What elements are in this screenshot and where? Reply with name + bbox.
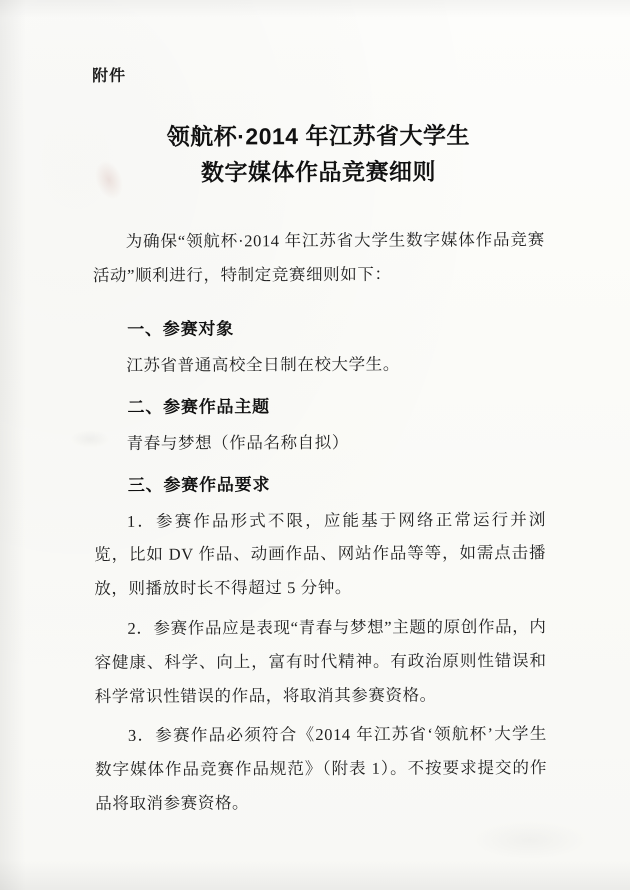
- page-title-line-2: 数字媒体作品竞赛细则: [200, 158, 437, 186]
- document-body: [92, 61, 547, 827]
- section-1-paragraph-1: 江苏省普通高校全日制在校大学生。: [126, 354, 400, 375]
- section-heading-3: 三、参赛作品要求: [127, 474, 271, 495]
- attachment-label: 附件: [92, 67, 127, 85]
- scan-artifact-shadow: [470, 820, 590, 860]
- section-3-paragraph-1: 1．参赛作品形式不限，应能基于网络正常运行并浏览，比如 DV 作品、动画作品、网站作品等等，如需点击播放，则播放时长不得超过 5 分钟。: [94, 509, 547, 599]
- page-top-shadow: [0, 0, 630, 18]
- section-2-paragraph-1: 青春与梦想（作品名称自拟）: [126, 432, 350, 453]
- page-bottom-shadow: [0, 860, 630, 890]
- page-left-shadow: [0, 0, 26, 890]
- section-heading-2: 二、参赛作品主题: [127, 396, 270, 417]
- section-3-paragraph-3: 3．参赛作品必须符合《2014 年江苏省‘领航杯’大学生数字媒体作品竞赛作品规范》（附表 1）。不按要求提交的作品将取消参赛资格。: [95, 724, 548, 814]
- intro-paragraph: 为确保“领航杯·2014 年江苏省大学生数字媒体作品竞赛活动”顺利进行，特制定竞赛细则如下：: [92, 230, 545, 286]
- page-title-line-1: 领航杯·2014 年江苏省大学生: [166, 122, 470, 150]
- section-3-paragraph-2: 2．参赛作品应是表现“青春与梦想”主题的原创作品，内容健康、科学、向上，富有时代精神。有政治原则性错误和科学常识性错误的作品，将取消其参赛资格。: [94, 616, 547, 706]
- page-title: [92, 118, 544, 191]
- section-heading-1: 一、参赛对象: [127, 319, 235, 339]
